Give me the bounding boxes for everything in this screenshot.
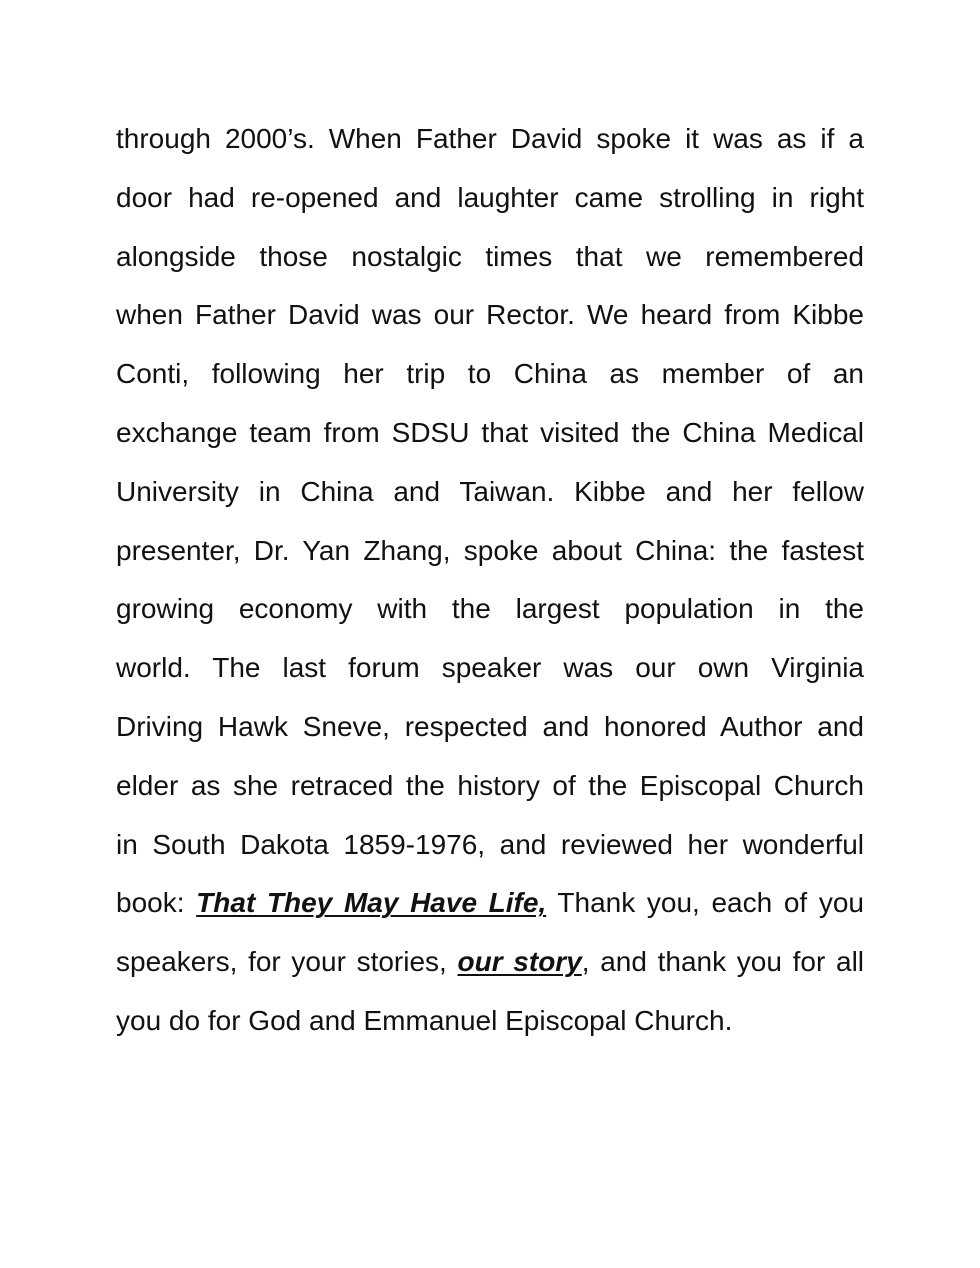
paragraph-line-9: growing economy with the largest population in the [116, 593, 864, 625]
paragraph-line-1: through 2000’s. When Father David spoke it was as if a [116, 123, 864, 154]
line-14-text-before: book: [116, 887, 197, 919]
book-title: That They May Have Life, [196, 887, 547, 919]
paragraph-line-10: world. The last forum speaker was our own Virginia [116, 652, 864, 684]
emphasized-phrase: our story [457, 946, 582, 978]
line-14-text-after: Thank you, each of you [546, 887, 864, 919]
line-15-text-before: speakers, for your stories, [116, 946, 458, 978]
paragraph-line-14 [116, 874, 864, 933]
body-paragraph [116, 110, 864, 1051]
paragraph-line-12: elder as she retraced the history of the Episcopal Church [116, 769, 864, 801]
line-15-text-after: , and thank you for all [581, 946, 864, 978]
paragraph-line-2: door had re-opened and laughter came strolling in right [116, 181, 864, 213]
paragraph-line-3: alongside those nostalgic times that we remembered [116, 240, 864, 272]
paragraph-line-16: you do for God and Emmanuel Episcopal Church. [116, 1004, 733, 1036]
paragraph-line-6: exchange team from SDSU that visited the China Medical [116, 416, 864, 448]
paragraph-line-11: Driving Hawk Sneve, respected and honored Author and [116, 710, 864, 742]
paragraph-line-5: Conti, following her trip to China as member of an [116, 358, 864, 390]
paragraph-line-13: in South Dakota 1859-1976, and reviewed her wonderful [116, 828, 864, 860]
paragraph-line-15 [116, 933, 864, 992]
paragraph-line-4: when Father David was our Rector. We heard from Kibbe [116, 299, 864, 331]
paragraph-line-7: University in China and Taiwan. Kibbe and her fellow [116, 475, 864, 507]
paragraph-line-8: presenter, Dr. Yan Zhang, spoke about China: the fastest [116, 534, 864, 566]
